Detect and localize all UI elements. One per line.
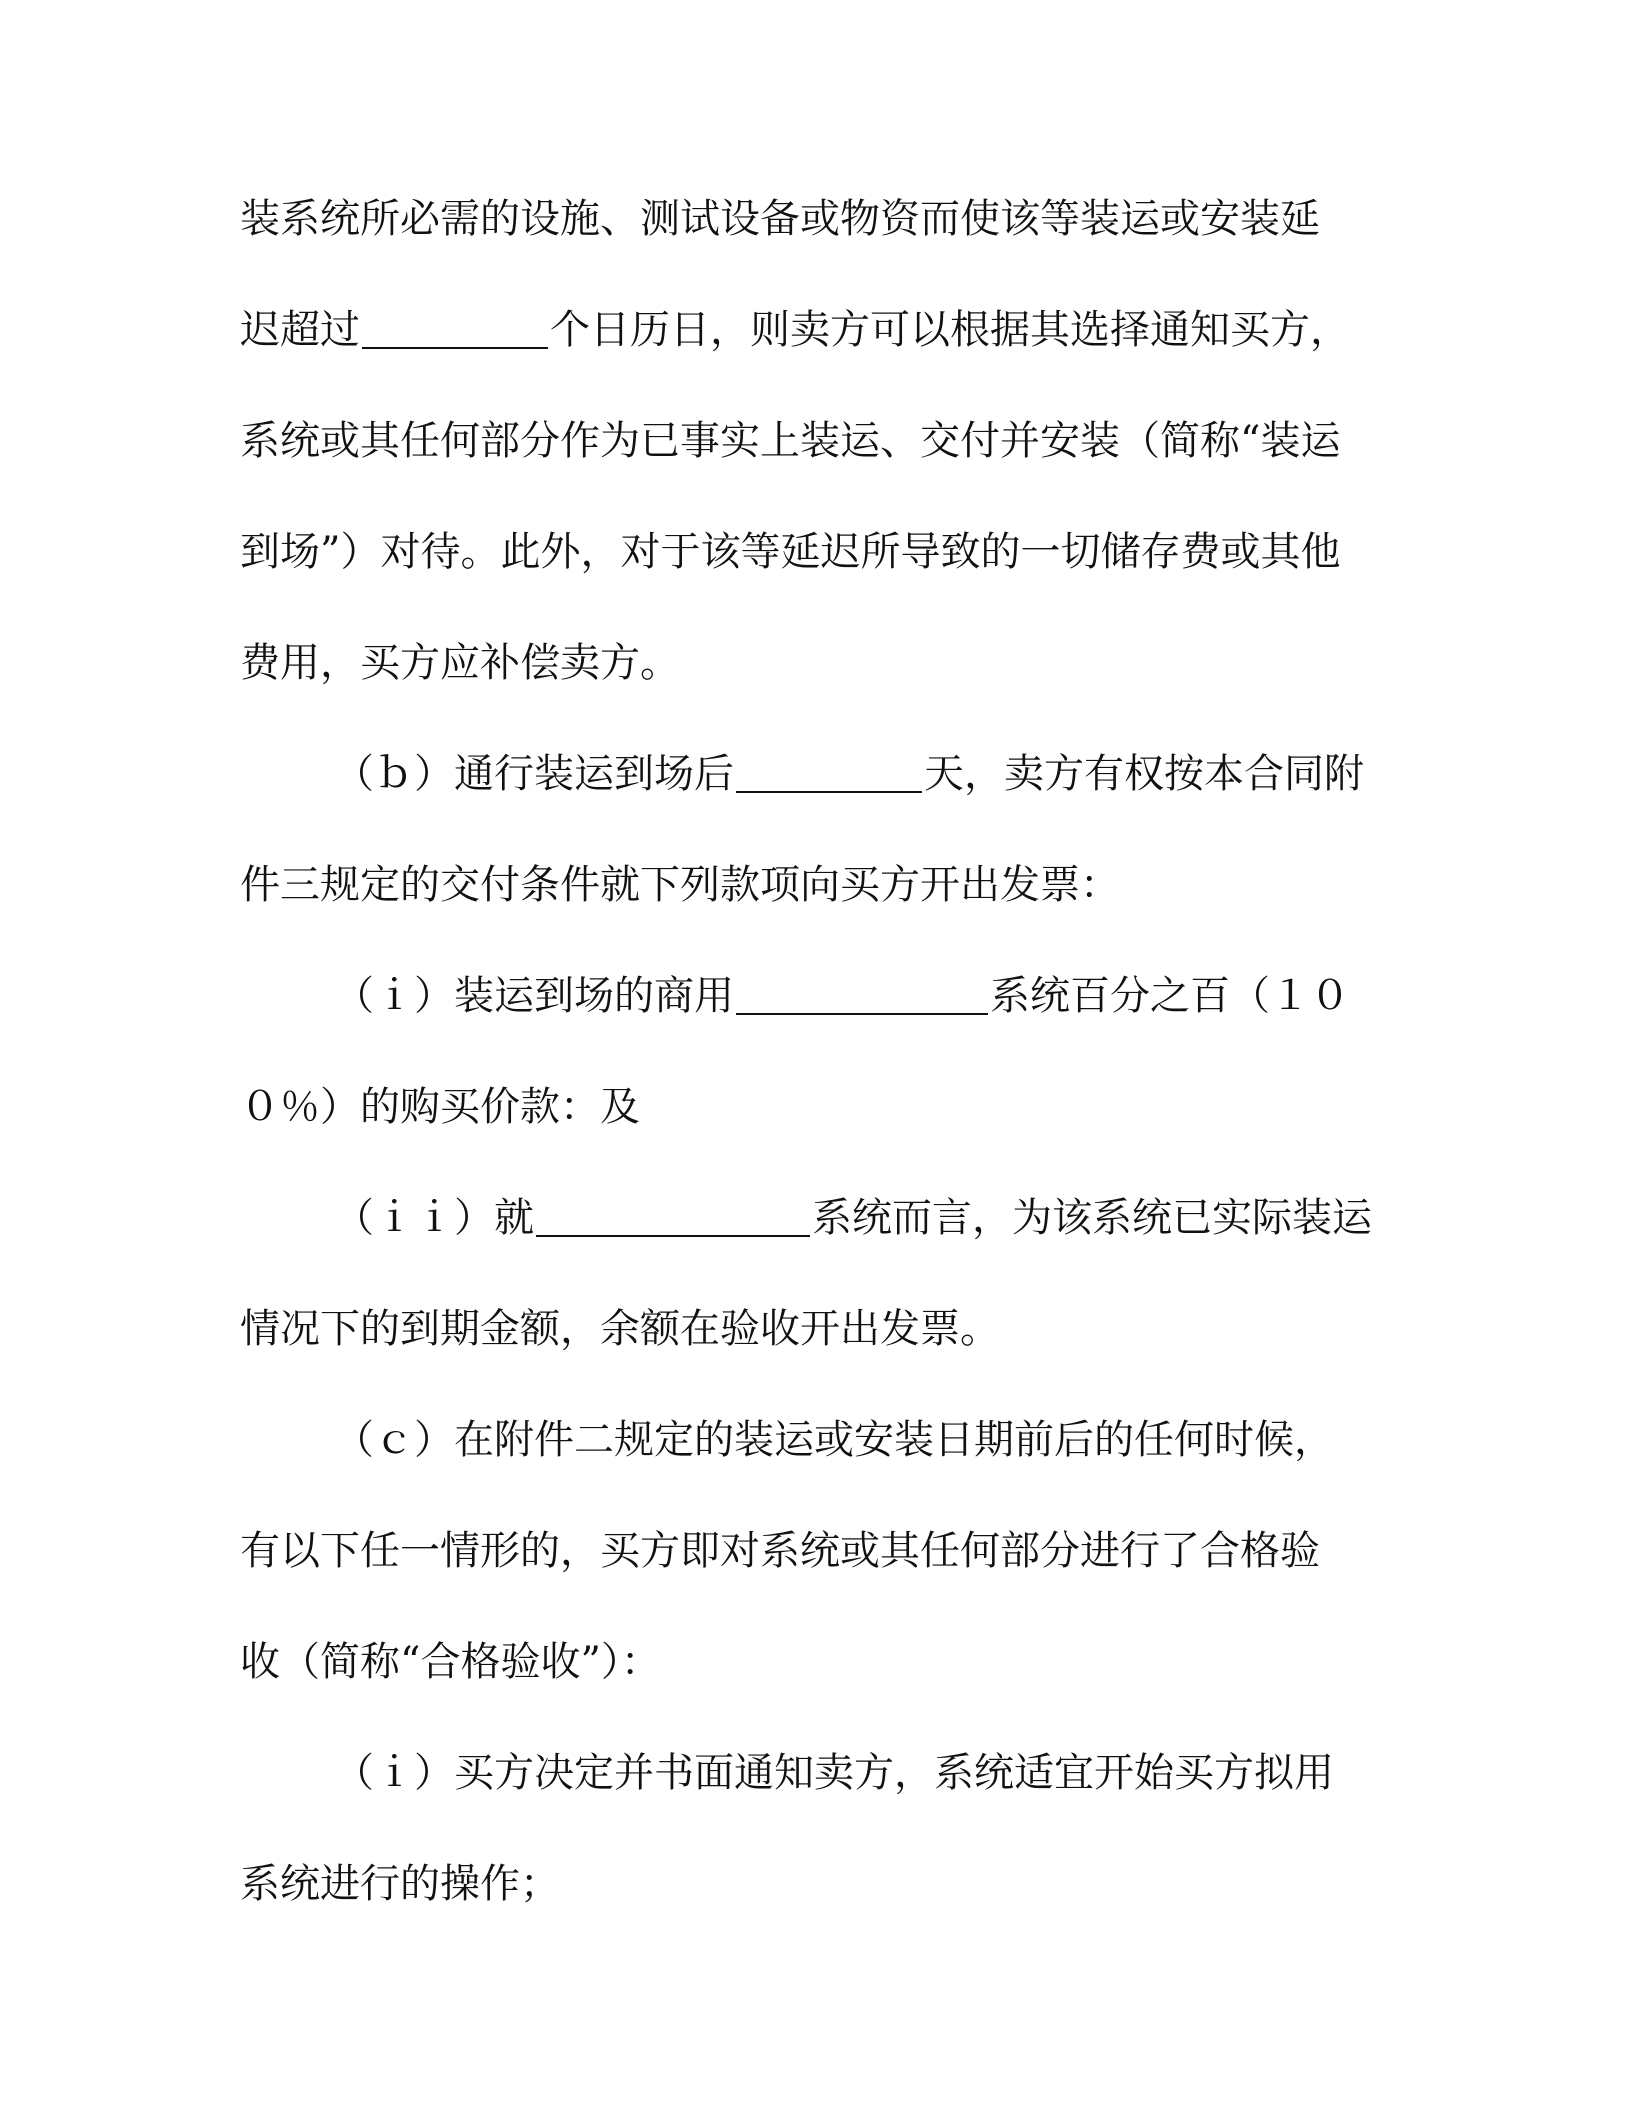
text-line-14: 收（简称“合格验收”）： <box>240 1639 661 1685</box>
text-line-1: 装系统所必需的设施、测试设备或物资而使该等装运或安装延 <box>240 196 1320 242</box>
text-fragment: （ｉ）装运到场的商用 <box>334 973 734 1019</box>
text-line-5: 费用，买方应补偿卖方。 <box>240 640 680 686</box>
text-fragment: （ｂ）通行装运到场后 <box>334 751 734 797</box>
fill-in-blank <box>536 1195 810 1237</box>
text-fragment: 天，卖方有权按本合同附 <box>924 751 1364 797</box>
text-line-12: （ｃ）在附件二规定的装运或安装日期前后的任何时候， <box>334 1417 1334 1463</box>
text-line-6 <box>334 744 1484 804</box>
text-line-8 <box>334 966 1484 1026</box>
text-line-3: 系统或其任何部分作为已事实上装运、交付并安装（简称“装运 <box>240 418 1341 464</box>
fill-in-blank <box>736 751 922 793</box>
text-line-9: ０％）的购买价款：及 <box>240 1084 640 1130</box>
text-line-16: 系统进行的操作； <box>240 1861 560 1907</box>
fill-in-blank <box>736 973 988 1015</box>
text-fragment: 系统而言，为该系统已实际装运 <box>812 1195 1372 1241</box>
text-line-15: （ｉ）买方决定并书面通知卖方，系统适宜开始买方拟用 <box>334 1750 1334 1796</box>
text-fragment: （ｉｉ）就 <box>334 1195 534 1241</box>
text-fragment: 个日历日，则卖方可以根据其选择通知买方， <box>550 307 1350 353</box>
text-line-2 <box>240 300 1390 360</box>
text-line-7: 件三规定的交付条件就下列款项向买方开出发票： <box>240 862 1120 908</box>
text-line-10 <box>334 1188 1484 1248</box>
text-fragment: 迟超过 <box>240 307 360 353</box>
text-fragment: 系统百分之百（１０ <box>990 973 1350 1019</box>
text-line-4: 到场”）对待。此外，对于该等延迟所导致的一切储存费或其他 <box>240 529 1341 575</box>
text-line-11: 情况下的到期金额，余额在验收开出发票。 <box>240 1306 1000 1352</box>
fill-in-blank <box>362 307 548 349</box>
text-line-13: 有以下任一情形的，买方即对系统或其任何部分进行了合格验 <box>240 1528 1320 1574</box>
